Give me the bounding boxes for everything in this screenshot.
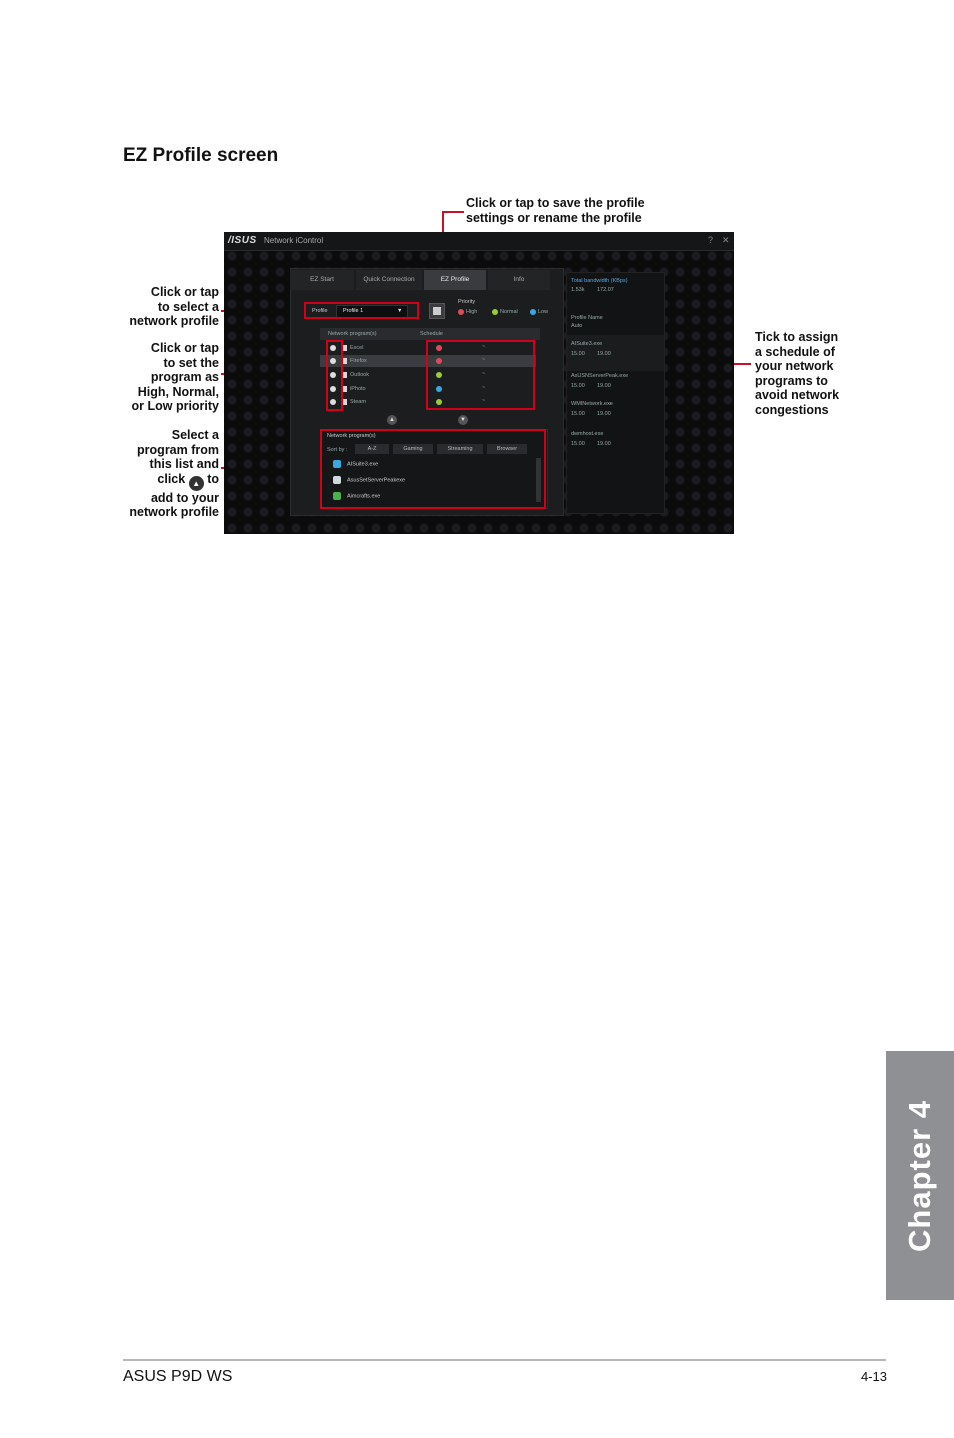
callout-line-4: programs to — [755, 373, 828, 388]
profile-name-value: Auto — [571, 323, 583, 329]
schedule-header: Schedule — [420, 331, 443, 337]
callout-line-4: High, Normal, — [137, 384, 219, 399]
sort-gaming-label: Gaming — [403, 446, 423, 452]
network-programs-header: Network program(s) — [328, 331, 377, 337]
callout-select-program — [100, 428, 219, 520]
callout-line-4 — [100, 472, 219, 491]
profile-value: Profile 1 — [343, 308, 364, 314]
side-item-value-2: 19.00 — [597, 351, 611, 357]
asus-logo: /ISUS — [228, 235, 257, 246]
priority-low-label: Low — [538, 309, 549, 315]
schedule-cell: ~ — [482, 371, 486, 377]
tab-ez-profile[interactable]: EZ Profile — [424, 270, 486, 290]
profile-label: Profile — [312, 308, 328, 314]
available-programs-label: Network program(s) — [327, 433, 376, 439]
footer-page-number: 4-13 — [860, 1369, 887, 1384]
footer-rule — [123, 1359, 886, 1361]
side-item-value-1: 15.00 — [571, 441, 585, 447]
chevron-down-icon: ▼ — [397, 308, 403, 314]
tab-ez-start[interactable]: EZ Start — [290, 270, 354, 290]
row-name: Excel — [350, 345, 364, 351]
callout-set-priority — [100, 341, 219, 414]
callout-line-3: program as — [150, 370, 219, 384]
side-item-name: WMINetwork.exe — [571, 401, 613, 407]
callout-line-5: or Low priority — [131, 399, 219, 413]
side-panel — [566, 272, 665, 514]
move-down-icon[interactable]: ▼ — [458, 415, 468, 425]
help-icon[interactable]: ? — [708, 235, 714, 245]
row-name: Outlook — [350, 372, 369, 378]
callout-line-6: network profile — [129, 505, 219, 519]
callout-line-6: congestions — [755, 402, 829, 417]
highlight-program-list — [320, 429, 546, 509]
priority-label: Priority — [458, 299, 476, 305]
side-item — [567, 335, 664, 371]
close-icon[interactable]: ✕ — [722, 235, 730, 245]
tab-quick-connection[interactable]: Quick Connection — [356, 270, 422, 290]
click-word: click — [157, 471, 186, 486]
side-item — [567, 399, 664, 429]
to-word: to — [207, 471, 219, 486]
chapter-label: Chapter 4 — [902, 1099, 937, 1252]
priority-normal-label: Normal — [500, 309, 518, 315]
app-title: Network iControl — [264, 236, 324, 245]
priority-low-dot — [530, 309, 536, 315]
schedule-cell: ~ — [482, 398, 486, 404]
priority-normal-dot — [492, 309, 498, 315]
schedule-cell: ~ — [482, 344, 486, 350]
callout-line-5: add to your — [150, 490, 219, 505]
side-item-name: AISuite3.exe — [571, 341, 603, 347]
side-item-name: AsUSNServerPeak.exe — [571, 373, 629, 379]
program-name: AISuite3.exe — [347, 461, 379, 468]
callout-line-2: to set the — [163, 355, 219, 370]
callout-select-profile — [100, 285, 219, 329]
row-name: iPhoto — [350, 386, 366, 392]
sort-streaming-label: Streaming — [447, 446, 473, 452]
callout-line-1: Select a — [171, 428, 219, 442]
side-item-value-1: 15.00 — [571, 383, 585, 389]
row-name: Steam — [350, 399, 366, 405]
row-name: Firefox — [350, 358, 367, 364]
sort-az-label: A-Z — [367, 446, 377, 452]
title-bar — [224, 232, 734, 251]
highlight-schedule-area — [426, 340, 535, 410]
schedule-cell: ~ — [482, 357, 486, 363]
add-up-icon: ▲ — [189, 476, 204, 491]
side-item-value-1: 15.00 — [571, 411, 585, 417]
callout-line-2: to select a — [157, 299, 219, 314]
program-name: Aimcrafts.exe — [347, 493, 381, 500]
side-item-value-1: 15.00 — [571, 351, 585, 357]
total-bandwidth-value-2: 172.07 — [597, 287, 614, 293]
side-item — [567, 371, 664, 401]
callout-schedule — [755, 330, 839, 417]
program-name: AsusSetServerPeakexe — [347, 477, 406, 484]
tab-info[interactable]: Info — [488, 270, 550, 290]
save-icon[interactable] — [429, 303, 445, 319]
callout-line-2: settings or rename the profile — [466, 210, 642, 225]
callout-line-1: Tick to assign — [755, 330, 839, 344]
side-item-name: dwmhost.exe — [571, 431, 604, 437]
callout-line-3: network profile — [129, 314, 219, 328]
callout-line-2: a schedule of — [755, 344, 835, 359]
callout-line-1: Click or tap to save the profile — [466, 196, 645, 210]
sort-by-label: Sort by : — [327, 447, 348, 453]
callout-line-1: Click or tap — [150, 341, 219, 355]
side-item-value-2: 19.00 — [597, 411, 611, 417]
callout-save-profile — [466, 196, 645, 225]
highlight-profile-dropdown — [304, 302, 419, 319]
footer-product: ASUS P9D WS — [123, 1368, 233, 1385]
side-item-value-2: 19.00 — [597, 383, 611, 389]
total-bandwidth-value-1: 1.53k — [571, 287, 585, 293]
total-bandwidth-label: Total bandwidth (KBps) — [571, 278, 628, 284]
side-item — [567, 429, 664, 459]
callout-line-3: your network — [755, 359, 834, 373]
side-item-value-2: 19.00 — [597, 441, 611, 447]
chapter-tab — [886, 1051, 954, 1300]
section-title: EZ Profile screen — [123, 145, 279, 166]
priority-high-dot — [458, 309, 464, 315]
callout-line-2: program from — [137, 442, 219, 457]
profile-name-label: Profile Name — [571, 315, 603, 321]
callout-line-3: this list and — [149, 457, 219, 471]
schedule-cell: ~ — [482, 385, 486, 391]
callout-line-1: Click or tap — [150, 285, 219, 299]
callout-line-5: avoid network — [755, 388, 840, 402]
tab-bar — [290, 270, 562, 290]
program-list-header — [320, 328, 540, 340]
connector-save-h — [442, 211, 464, 213]
priority-high-label: High — [466, 309, 478, 315]
move-up-icon[interactable]: ▲ — [387, 415, 397, 425]
sort-browser-label: Browser — [496, 446, 518, 452]
highlight-priority-column — [326, 340, 343, 411]
